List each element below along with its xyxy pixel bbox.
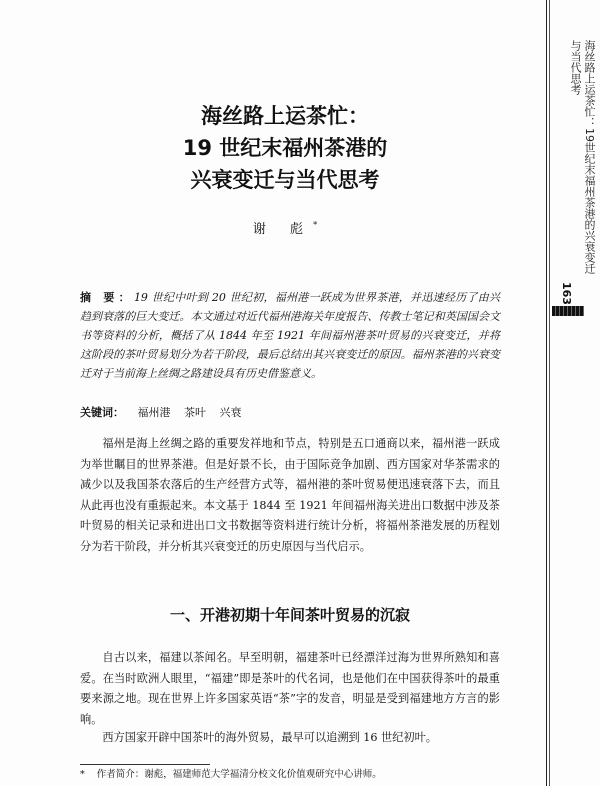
footnote (80, 768, 520, 782)
keyword-1: 福州港 (137, 406, 171, 419)
keywords (80, 404, 500, 420)
title-line-1: 海丝路上运茶忙： (201, 104, 369, 128)
author (90, 218, 480, 237)
section-heading: 一、开港初期十年间茶叶贸易的沉寂 (169, 606, 410, 624)
author-note-mark: * (313, 220, 318, 230)
keywords-label: 关键词： (80, 406, 124, 419)
title-line-3: 兴衰变迁与当代思考 (190, 168, 380, 192)
abstract-text: 19 世纪中叶到 20 世纪初，福州港一跃成为世界茶港，并迅速经历了由兴趋到衰落的巨大变迁。本文通过对近代福州港海关年度报告、传教士笔记和英国国会文书等资料的分析，概括了从 1844 年至 1921 年间福州港茶叶贸易的兴衰变迁，并将这阶段的茶叶贸易划分为若干阶段，最后总结出其兴衰变迁的原因。福州茶港的兴衰变迁对于当前海上丝绸之路建设具有历史借鉴意义。 (80, 291, 500, 380)
title-line-2: 19 世纪末福州茶港的 (182, 136, 388, 160)
margin-rule-inner (549, 0, 550, 786)
footnote-mark: * (80, 769, 85, 780)
author-name: 谢 彪 (252, 222, 314, 237)
running-header: 海丝路上运茶忙：19世纪末福州茶港的兴衰变迁与当代思考 (569, 40, 596, 274)
body-paragraph-2: 西方国家开辟中国茶叶的海外贸易，最早可以追溯到 16 世纪初叶。 (102, 731, 437, 744)
footnote-text: 作者简介：谢彪，福建师范大学福清分校文化价值观研究中心讲师。 (96, 769, 382, 780)
intro-paragraph: 福州是海上丝绸之路的重要发祥地和节点，特别是五口通商以来，福州港一跃成为举世瞩目的世界茶港。但是好景不长，由于国际竞争加剧、西方国家对华茶需求的减少以及我国茶农落后的生产经营方式等，福州港的茶叶贸易便迅速衰落下去，而且从此再也没有重振起来。本文基于 1844 至 1921 年间福州海关进出口数据中涉及茶叶贸易的相关记录和进出口文书数据等资料进行统计分析，将福州茶港发展的历程划分为若干阶段，并分析其兴衰变迁的历史原因与当代启示。 (80, 437, 500, 553)
keyword-3: 兴衰 (219, 406, 242, 419)
abstract-label: 摘 要： (80, 291, 134, 304)
keyword-2: 茶叶 (184, 406, 206, 419)
abstract (80, 288, 500, 383)
margin-rule (546, 0, 547, 786)
footnote-rule (80, 764, 210, 765)
journal-mark (552, 306, 584, 316)
page-number: 163 (560, 282, 573, 305)
body-paragraph-1: 自古以来，福建以茶闻名。早至明朝，福建茶叶已经漂洋过海为世界所熟知和喜爱。在当时欧洲人眼里，“福建”即是茶叶的代名词，也是他们在中国获得茶叶的最重要来源之地。现在世界上许多国家英语“茶”字的发音，明显是受到福建地方方言的影响。 (80, 651, 500, 726)
article-title (90, 100, 480, 196)
